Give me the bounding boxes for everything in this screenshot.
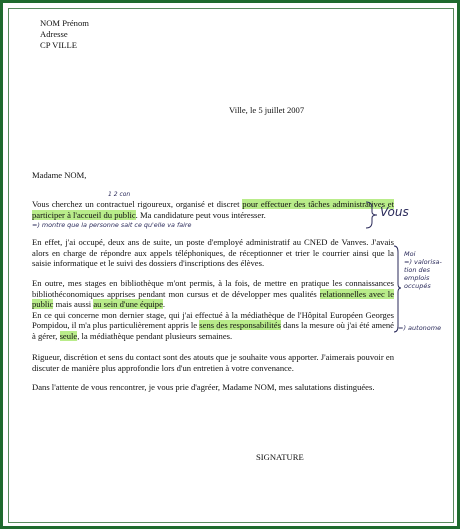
letter-date: Ville, le 5 juillet 2007 [229, 105, 305, 115]
p3-text-d: En ce qui concerne mon dernier stage, qui j'ai effectué à la médiathèque de l'Hôpital Européen Georges Pompidou, il m'a plus particulièrement appris le [32, 309, 394, 331]
signature: SIGNATURE [256, 452, 304, 462]
p3-text-e: dans la mesure où j'ai été amené à gérer, [32, 320, 395, 341]
p3-highlight-responsabilites: sens des responsabilités [199, 320, 281, 331]
p3-text-f: , la médiathèque pendant plusieurs semaines. [77, 330, 233, 341]
handwritten-moi [404, 250, 442, 290]
p1-highlight: pour effectuer des tâches administratives et participer à l'accueil du public [32, 199, 394, 220]
paragraph-intro [32, 199, 394, 220]
p3-highlight-equipe: au sein d'une équipe [93, 299, 163, 310]
handwritten-moi-line-2: =) valorisa- [404, 258, 442, 266]
p3-text-a: En outre, mes stages en bibliothèque m'ont permis, à la fois, de mettre en pratique les connaissances bibliothéconomiques apprises pendant mon cursus et de développer mes qualités [32, 278, 394, 299]
p1-text-c: . Ma candidature peut vous intéresser. [135, 209, 266, 220]
sender-address: Adresse [40, 29, 68, 39]
handwritten-moi-line-1: Moi [404, 250, 416, 258]
handwritten-vous: Vous [380, 205, 409, 219]
p1-text-a: Vous cherchez un [32, 199, 97, 209]
p1-text-b: contractuel rigoureux, organisé et discret [96, 199, 243, 209]
p3-text-c: . [162, 299, 166, 310]
handwritten-above-word: 1 2 con [108, 191, 131, 198]
paragraph-closing: Dans l'attente de vous rencontrer, je vous prie d'agréer, Madame NOM, mes salutations distinguées. [32, 382, 375, 392]
paragraph-stages [32, 278, 394, 342]
handwritten-moi-line-4: emplois [404, 274, 430, 282]
handwritten-note-under-intro: =) montre que la personne sait ce qu'elle va faire [32, 221, 192, 229]
sender-city: CP VILLE [40, 40, 78, 50]
paragraph-experience: En effet, j'ai occupé, deux ans de suite, un poste d'employé administratif au CNED de Vanves. J'avais alors en charge de répondre aux appels téléphoniques, de réceptionner et trier le courrier ainsi que la saisie informatique et le suivi des dossiers d'inscriptions des élèves. [32, 237, 394, 269]
brace-moi [392, 244, 402, 334]
p3-text-b: mais aussi [53, 299, 94, 310]
sender-name: NOM Prénom [40, 18, 89, 28]
brace-vous [364, 200, 454, 230]
handwritten-moi-line-3: tion des [404, 266, 431, 274]
handwritten-moi-line-5: occupés [404, 282, 431, 290]
p3-highlight-seule: seule [59, 330, 78, 341]
handwritten-autonome: =) autonome [398, 324, 442, 332]
paragraph-atouts: Rigueur, discrétion et sens du contact sont des atouts que je souhaite vous apporter. J'aimerais pouvoir en discuter de manière plus approfondie lors d'un entretien à votre convenance. [32, 352, 394, 373]
p3-highlight-relationnelles: relationnelles avec le public [32, 288, 395, 310]
salutation: Madame NOM, [32, 170, 87, 180]
